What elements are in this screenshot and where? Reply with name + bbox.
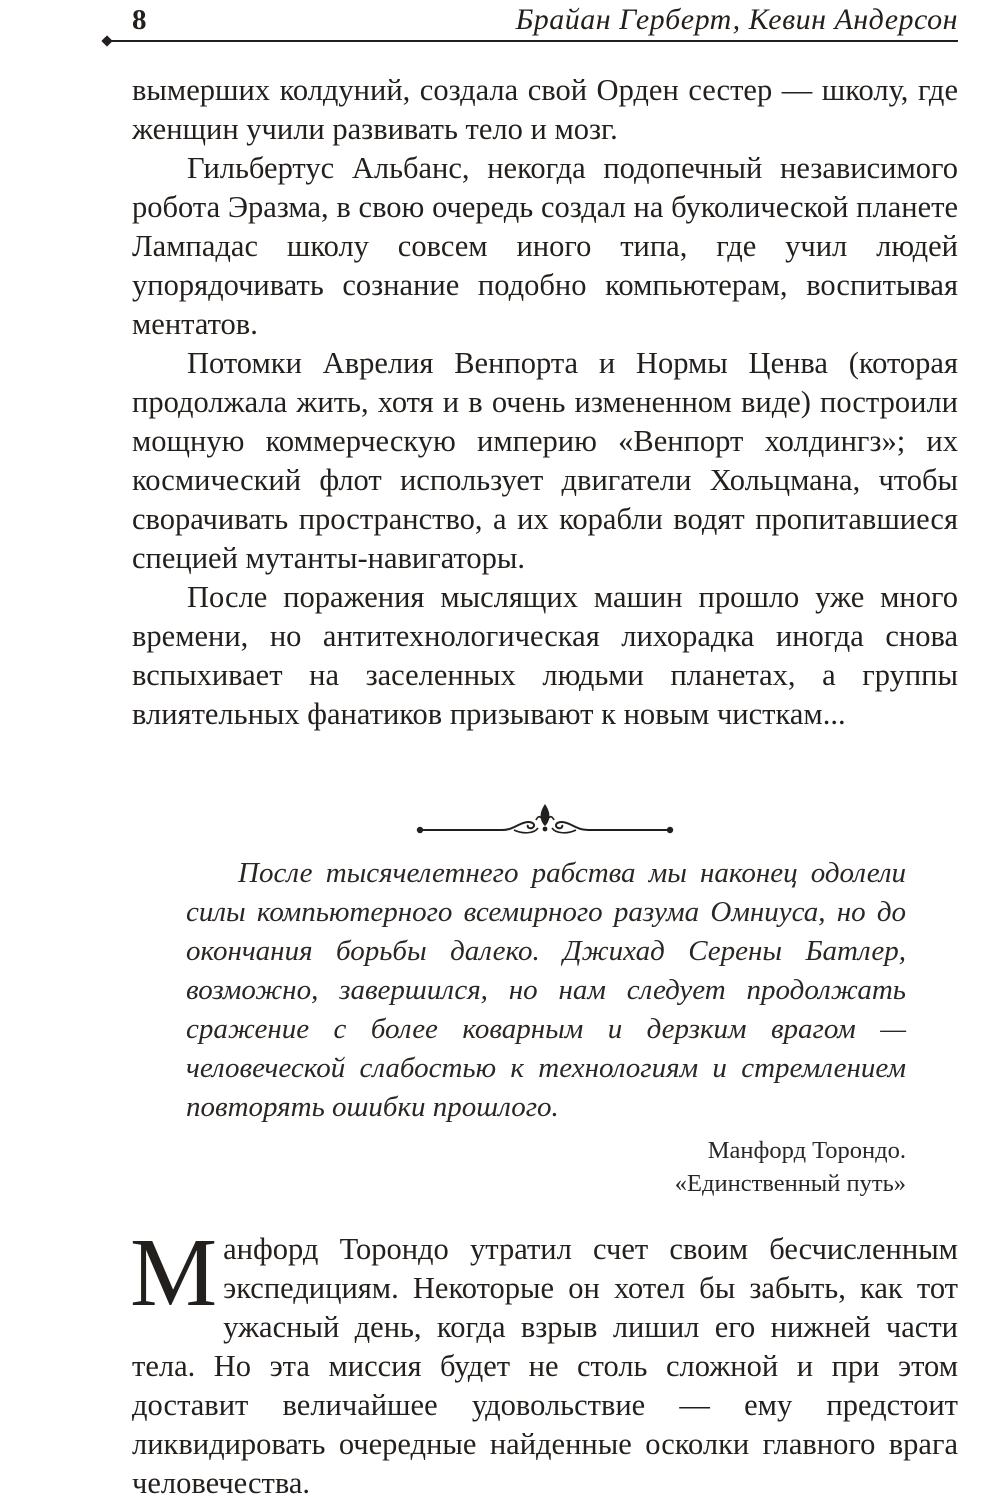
paragraph: Потомки Аврелия Венпорта и Нормы Ценва (которая продолжала жить, хотя и в очень измененном виде) построили мощную коммерческую империю «Венпорт холдингз»; их космический флот использует двигатели Хольцмана, чтобы сворачивать пространство, а их корабли водят пропитавшиеся специей мутанты-навигаторы.: [132, 346, 958, 575]
paragraph: После поражения мыслящих машин прошло уже много времени, но антитехнологическая лихорадка иногда снова вспыхивает на заселенных людьми планетах, а группы влиятельных фанатиков призывают к новым чисткам...: [132, 580, 958, 731]
section-ornament: [410, 798, 680, 842]
epigraph-attribution: [675, 1134, 906, 1200]
paragraph: Гильбертус Альбанс, некогда подопечный независимого робота Эразма, в свою очередь создал на буколической планете Лампадас школу совсем иного типа, где учил людей упорядочивать сознание подобно компьютерам, воспитывая ментатов.: [132, 151, 958, 341]
epigraph: [186, 854, 906, 1127]
chapter-opening: [130, 1219, 958, 1503]
running-title: Брайан Герберт, Кевин Андерсон: [515, 3, 958, 36]
epigraph-text: После тысячелетнего рабства мы наконец одолели силы компьютерного всемирного разума Омниуса, но до окончания борьбы далеко. Джихад Серены Батлер, возможно, завершился, но нам следует продолжать сражение с более коварным и дерзким врагом — человеческой слабостью к технологиям и стремлением повторять ошибки прошлого.: [186, 857, 906, 1123]
header-rule: [106, 40, 958, 42]
page-number: 8: [132, 4, 147, 36]
chapter-text: анфорд Торондо утратил счет своим бесчисленным экспедициям. Некоторые он хотел бы забыть, как тот ужасный день, когда взрыв лишил его нижней части тела. Но эта миссия будет не столь сложной и при этом доставит величайшее удовольствие — ему предстоит ликвидировать очередные найденные осколки главного врага человечества.: [132, 1232, 958, 1500]
epigraph-author: Манфорд Торондо.: [707, 1137, 906, 1164]
running-header: [132, 0, 958, 44]
drop-cap: М: [130, 1219, 218, 1327]
body-text: [132, 71, 958, 734]
paragraph: вымерших колдуний, создала свой Орден сестер — школу, где женщин учили развивать тело и мозг.: [132, 73, 958, 146]
epigraph-source: «Единственный путь»: [674, 1170, 906, 1197]
